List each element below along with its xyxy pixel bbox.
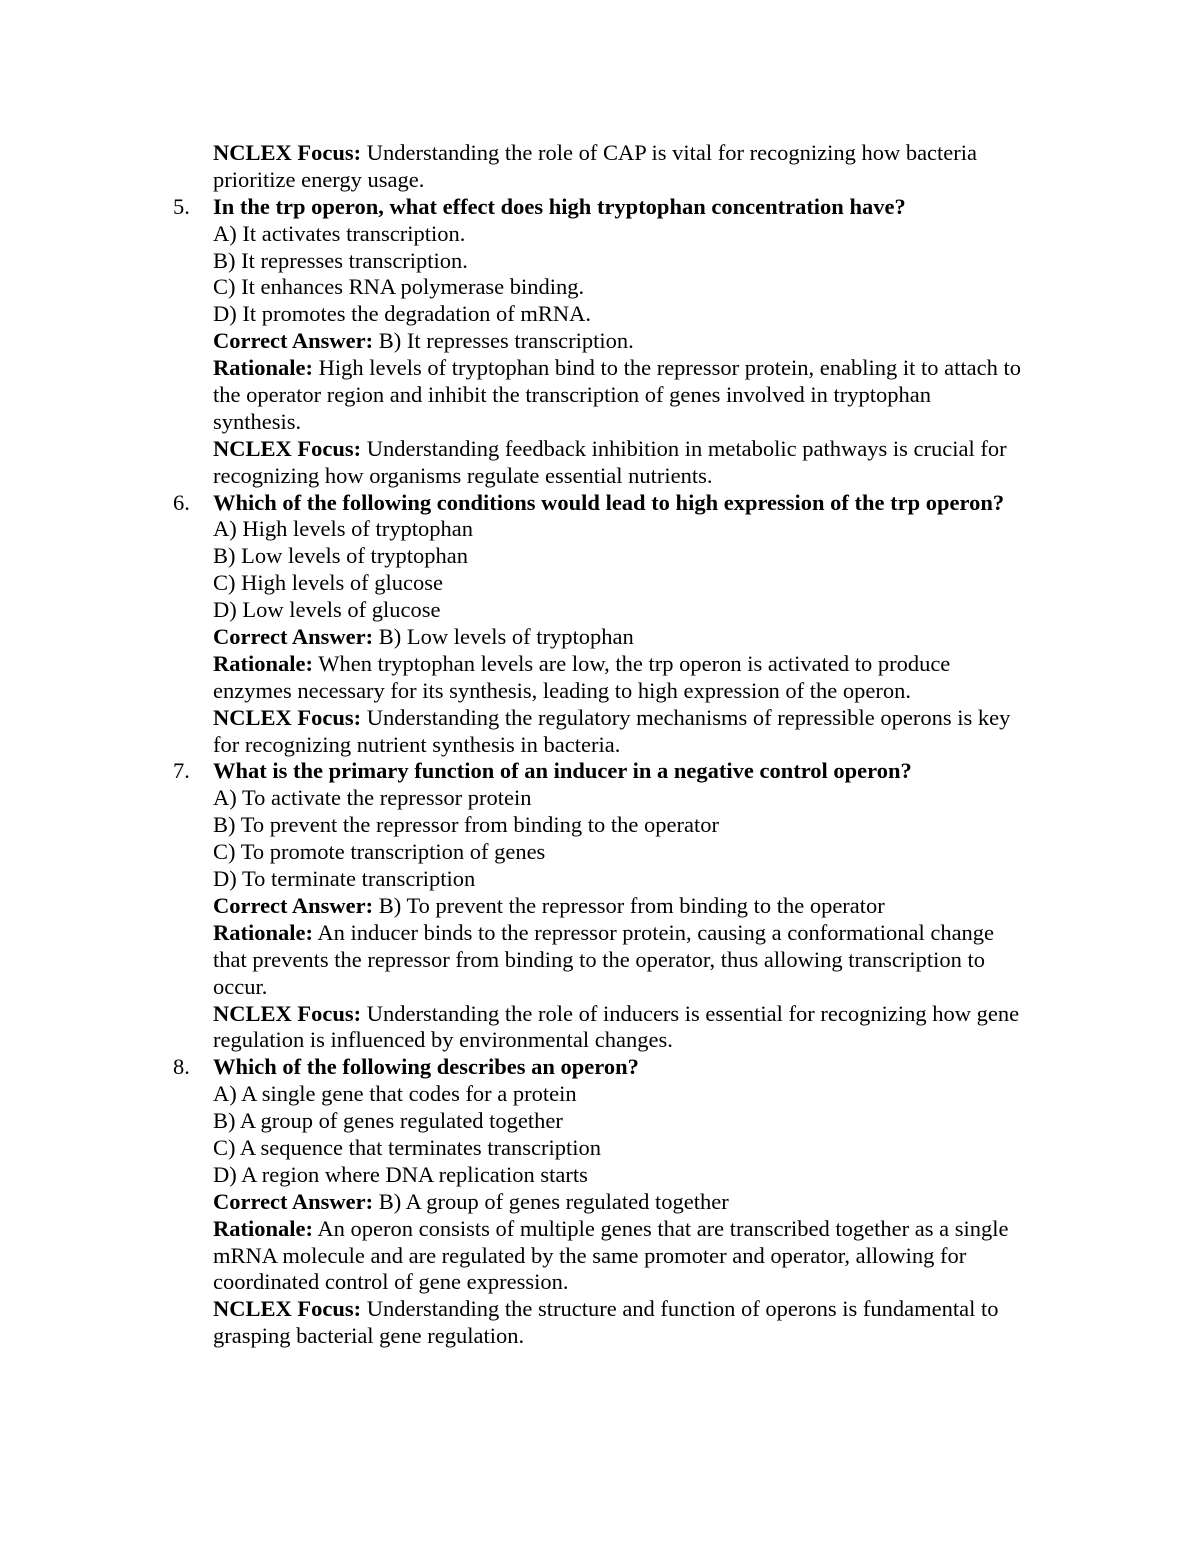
question-5-rationale-line-2: the operator region and inhibit the transcription of genes involved in tryptophan — [213, 382, 931, 408]
question-6-number: 6. — [173, 489, 190, 515]
question-7-answer-label: Correct Answer: — [213, 892, 374, 918]
question-7-rationale-line-3: occur. — [213, 973, 268, 999]
question-6-option-d: D) Low levels of glucose — [213, 597, 441, 623]
intro-focus-text-1: Understanding the role of CAP is vital for recognizing how bacteria — [361, 140, 978, 165]
question-7-focus-label: NCLEX Focus: — [213, 1000, 362, 1026]
question-7-focus-line-1 — [0, 1001, 1200, 1028]
question-8-rationale-label: Rationale: — [213, 1215, 313, 1241]
question-5-text: In the trp operon, what effect does high tryptophan concentration have? — [213, 193, 906, 219]
question-8-rationale-line-1 — [0, 1216, 1200, 1243]
question-6-rationale-text-1: When tryptophan levels are low, the trp operon is activated to produce — [313, 650, 951, 676]
question-6-answer — [0, 624, 1200, 651]
question-8-option-d: D) A region where DNA replication starts — [213, 1161, 588, 1187]
question-5-option-d: D) It promotes the degradation of mRNA. — [213, 301, 592, 327]
question-7-focus-line-2: regulation is influenced by environmental changes. — [213, 1027, 673, 1053]
question-7-option-a: A) To activate the repressor protein — [213, 785, 532, 811]
question-5-rationale-line-3: synthesis. — [213, 408, 302, 434]
question-5-answer-label: Correct Answer: — [213, 328, 374, 354]
question-8-focus-text-1: Understanding the structure and function of operons is fundamental to — [361, 1296, 999, 1322]
question-7-rationale-line-1 — [0, 920, 1200, 947]
question-7-answer-text: B) To prevent the repressor from binding to the operator — [373, 892, 885, 918]
question-7-rationale-label: Rationale: — [213, 919, 313, 945]
question-5-option-c: C) It enhances RNA polymerase binding. — [213, 274, 585, 300]
question-6-text: Which of the following conditions would lead to high expression of the trp operon? — [213, 489, 1005, 515]
question-6-focus-line-2: for recognizing nutrient synthesis in bacteria. — [213, 731, 621, 757]
question-5-focus-label: NCLEX Focus: — [213, 435, 362, 461]
question-6-option-b: B) Low levels of tryptophan — [213, 543, 468, 569]
intro-focus-line-1 — [0, 140, 1200, 167]
question-8-rationale-text-1: An operon consists of multiple genes that are transcribed together as a single — [313, 1215, 1009, 1241]
question-6-option-a: A) High levels of tryptophan — [213, 516, 473, 542]
question-7-rationale-line-2: that prevents the repressor from binding to the operator, thus allowing transcription to — [213, 946, 986, 972]
question-6-focus-text-1: Understanding the regulatory mechanisms of repressible operons is key — [361, 704, 1011, 730]
question-7-option-b: B) To prevent the repressor from binding to the operator — [213, 812, 719, 838]
question-8-focus-line-2: grasping bacterial gene regulation. — [213, 1323, 525, 1349]
intro-focus-label: NCLEX Focus: — [213, 140, 362, 165]
question-6-focus-label: NCLEX Focus: — [213, 704, 362, 730]
question-5-answer — [0, 328, 1200, 355]
question-5-title — [0, 194, 1200, 221]
question-7-rationale-text-1: An inducer binds to the repressor protein, causing a conformational change — [313, 919, 995, 945]
question-5-focus-text-1: Understanding feedback inhibition in metabolic pathways is crucial for — [361, 435, 1007, 461]
question-7-title — [0, 758, 1200, 785]
question-8-option-c: C) A sequence that terminates transcription — [213, 1134, 602, 1160]
question-7-option-c: C) To promote transcription of genes — [213, 839, 546, 865]
question-8-rationale-line-2: mRNA molecule and are regulated by the same promoter and operator, allowing for — [213, 1242, 967, 1268]
question-5-focus-line-1 — [0, 436, 1200, 463]
question-6-rationale-line-1 — [0, 651, 1200, 678]
question-5-option-a: A) It activates transcription. — [213, 220, 466, 246]
question-8-text: Which of the following describes an operon? — [213, 1054, 639, 1080]
question-7-answer — [0, 893, 1200, 920]
question-6-focus-line-1 — [0, 705, 1200, 732]
document-page — [0, 140, 1200, 1350]
question-8-answer — [0, 1189, 1200, 1216]
question-5-rationale-line-1 — [0, 355, 1200, 382]
question-7-focus-text-1: Understanding the role of inducers is essential for recognizing how gene — [361, 1000, 1020, 1026]
question-8-focus-label: NCLEX Focus: — [213, 1296, 362, 1322]
question-8-option-b: B) A group of genes regulated together — [213, 1108, 563, 1134]
question-6-title — [0, 490, 1200, 517]
question-6-option-c: C) High levels of glucose — [213, 570, 443, 596]
question-5-focus-line-2: recognizing how organisms regulate essential nutrients. — [213, 462, 713, 488]
question-6-answer-text: B) Low levels of tryptophan — [373, 624, 634, 650]
question-6-rationale-label: Rationale: — [213, 650, 313, 676]
question-8-answer-label: Correct Answer: — [213, 1188, 374, 1214]
question-7-text: What is the primary function of an inducer in a negative control operon? — [213, 758, 912, 784]
question-8-answer-text: B) A group of genes regulated together — [373, 1188, 729, 1214]
question-5-number: 5. — [173, 193, 190, 219]
intro-focus-line-2 — [0, 167, 1200, 194]
question-5-rationale-label: Rationale: — [213, 355, 313, 381]
question-8-rationale-line-3: coordinated control of gene expression. — [213, 1269, 569, 1295]
question-8-number: 8. — [173, 1054, 190, 1080]
question-7-option-d: D) To terminate transcription — [213, 866, 476, 892]
intro-focus-text-2: prioritize energy usage. — [213, 166, 425, 192]
question-8-title — [0, 1054, 1200, 1081]
question-6-answer-label: Correct Answer: — [213, 624, 374, 650]
question-8-focus-line-1 — [0, 1296, 1200, 1323]
question-5-answer-text: B) It represses transcription. — [373, 328, 634, 354]
question-8-option-a: A) A single gene that codes for a protein — [213, 1081, 577, 1107]
question-5-option-b: B) It represses transcription. — [213, 247, 468, 273]
question-7-number: 7. — [173, 758, 190, 784]
question-5-rationale-text-1: High levels of tryptophan bind to the repressor protein, enabling it to attach to — [313, 355, 1021, 381]
question-6-rationale-line-2: enzymes necessary for its synthesis, leading to high expression of the operon. — [213, 677, 911, 703]
